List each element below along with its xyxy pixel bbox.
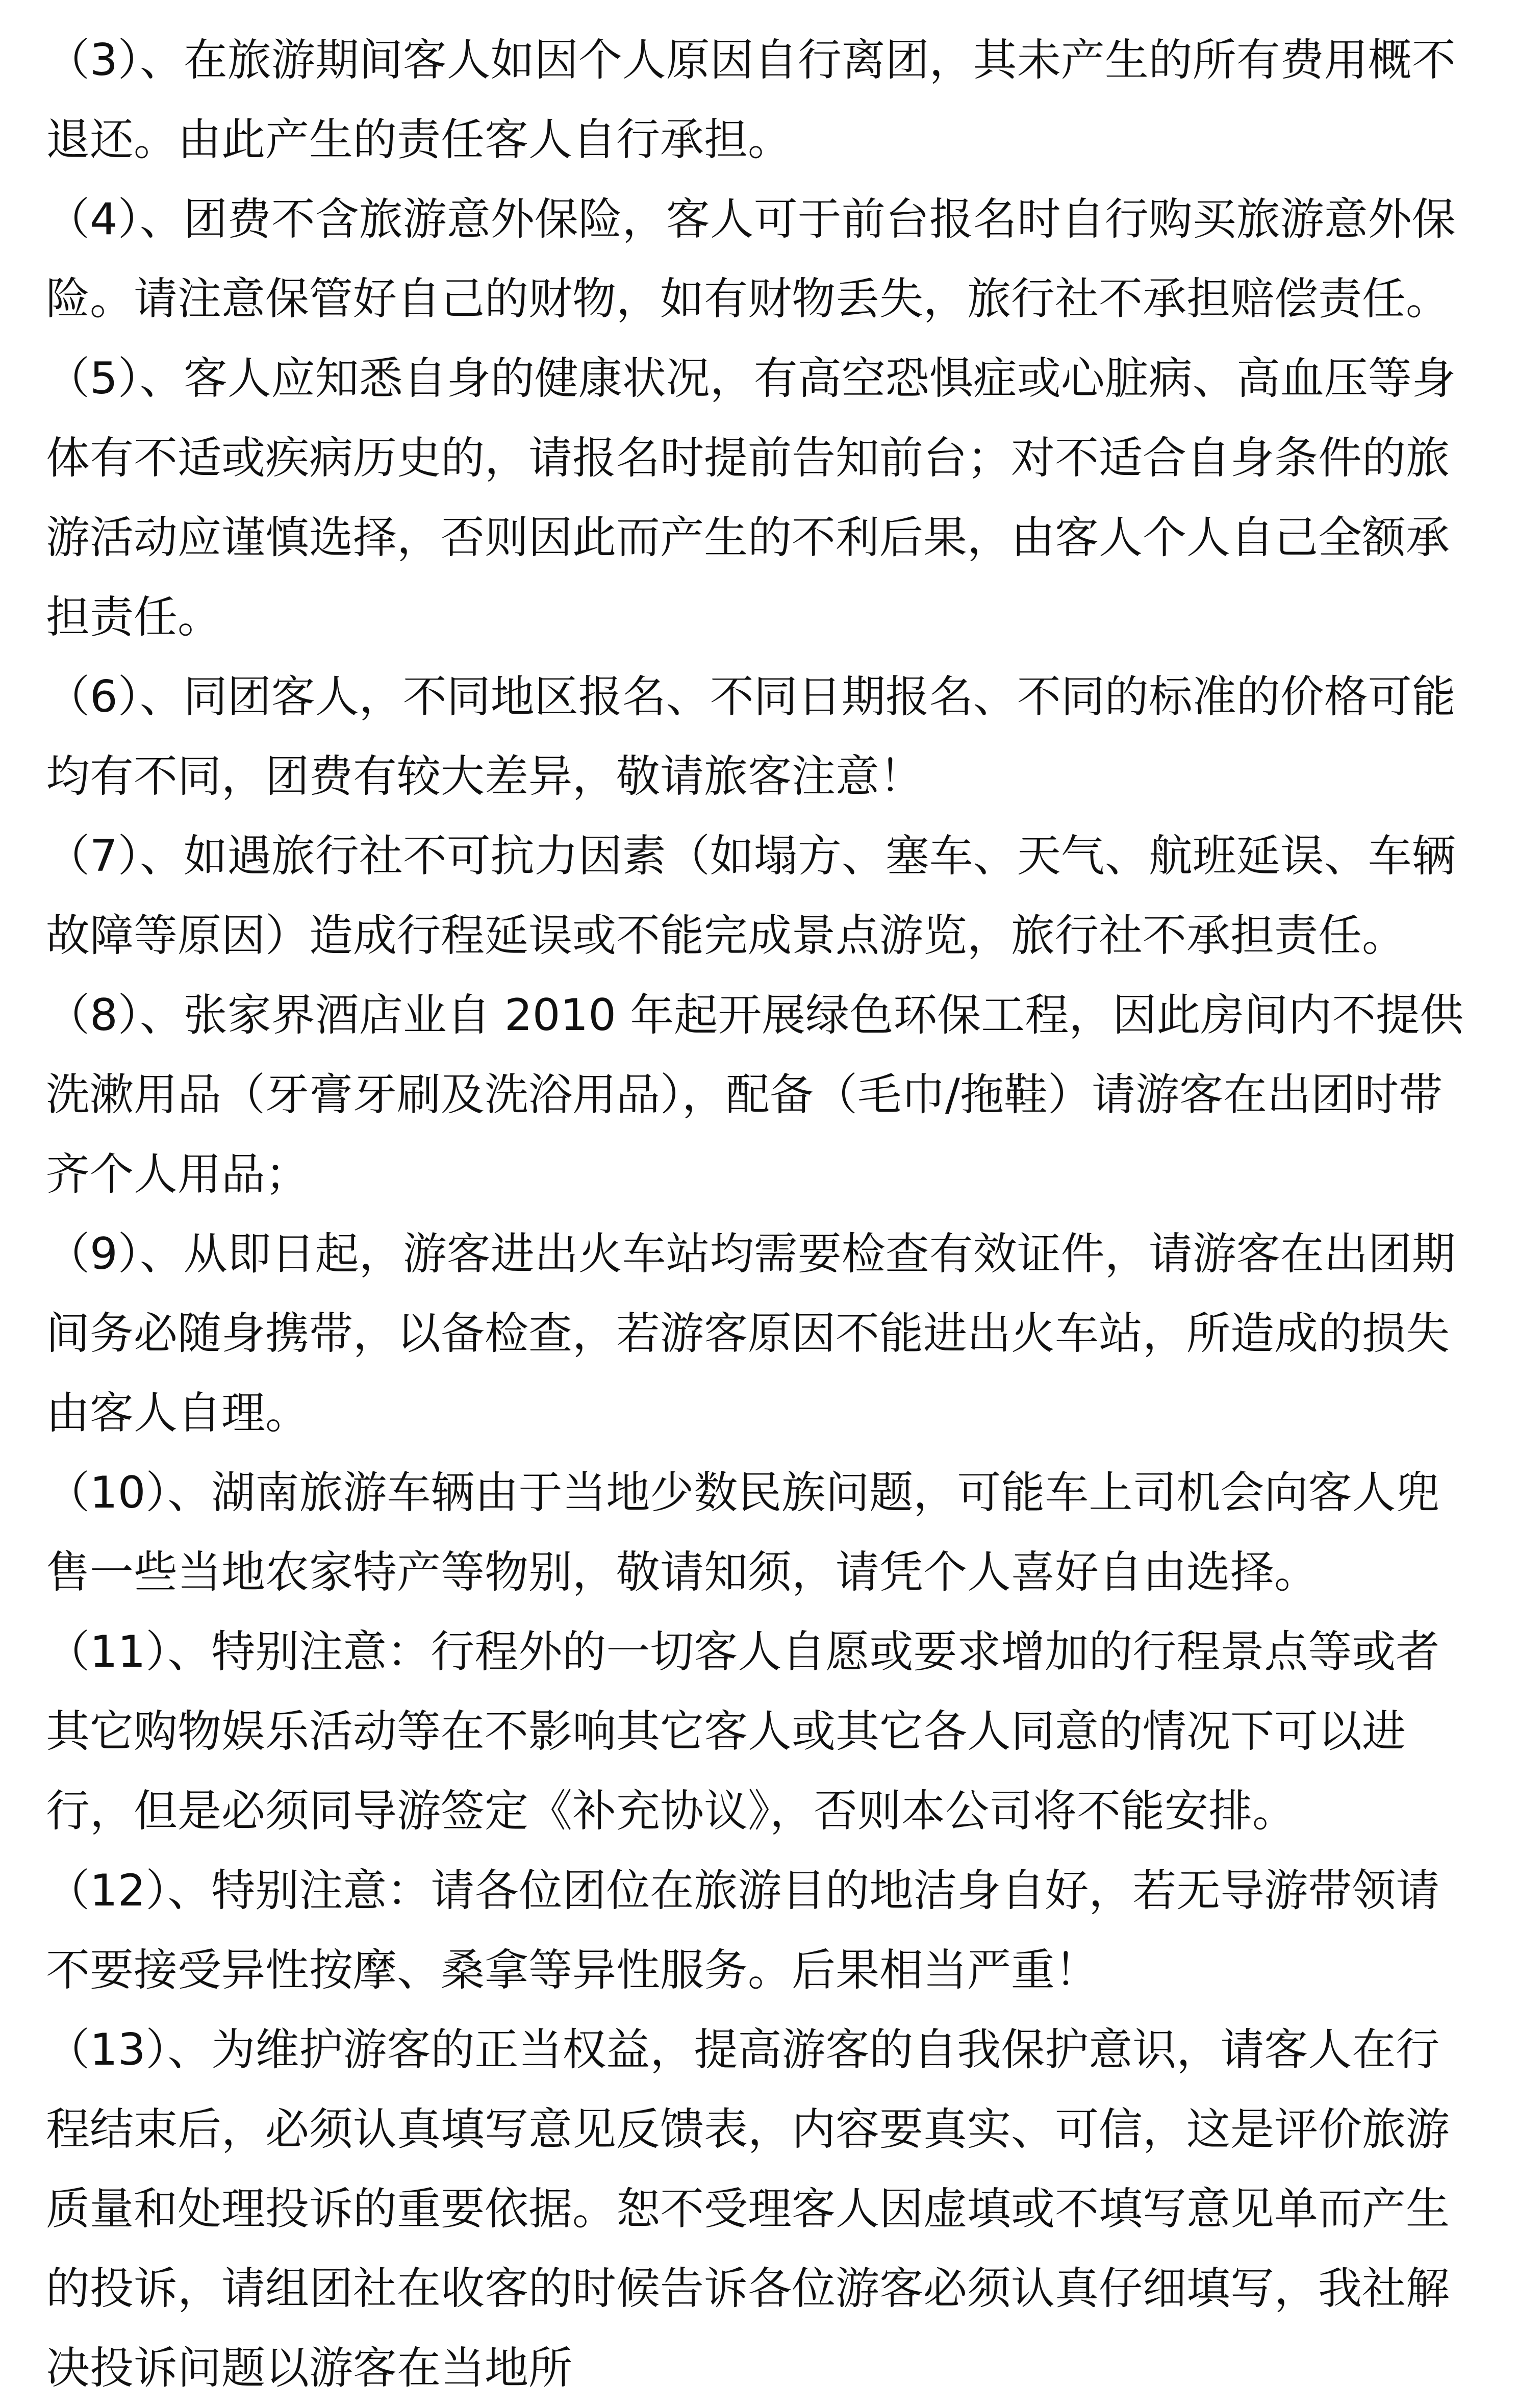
term-item-6-text: （6）、同团客人，不同地区报名、不同日期报名、不同的标准的价格可能均有不同，团费有较大差异，敬请旅客注意！ bbox=[46, 671, 1456, 802]
term-item-13-text: （13）、为维护游客的正当权益，提高游客的自我保护意识，请客人在行程结束后，必须认真填写意见反馈表，内容要真实、可信，这是评价旅游质量和处理投诉的重要依据。恕不受理客人因虚填或不填写意见单而产生的投诉，请组团社在收客的时候告诉各位游客必须认真仔细填写，我社解决投诉问题以游客在当地所 bbox=[46, 2024, 1450, 2394]
term-item-7 bbox=[46, 816, 1472, 975]
term-item-4 bbox=[46, 180, 1472, 339]
term-item-10-text: （10）、湖南旅游车辆由于当地少数民族问题，可能车上司机会向客人兜售一些当地农家特产等物别，敬请知须，请凭个人喜好自由选择。 bbox=[46, 1467, 1440, 1598]
term-item-11 bbox=[46, 1612, 1472, 1851]
term-item-9-text: （9）、从即日起，游客进出火车站均需要检查有效证件，请游客在出团期间务必随身携带，以备检查，若游客原因不能进出火车站，所造成的损失由客人自理。 bbox=[46, 1228, 1456, 1439]
term-item-9 bbox=[46, 1214, 1472, 1453]
term-item-5-text: （5）、客人应知悉自身的健康状况，有高空恐惧症或心脏病、高血压等身体有不适或疾病历史的，请报名时提前告知前台；对不适合自身条件的旅游活动应谨慎选择，否则因此而产生的不利后果，由客人个人自己全额承担责任。 bbox=[46, 353, 1456, 643]
terms-list bbox=[46, 20, 1472, 2408]
term-item-7-text: （7）、如遇旅行社不可抗力因素（如塌方、塞车、天气、航班延误、车辆故障等原因）造成行程延误或不能完成景点游览，旅行社不承担责任。 bbox=[46, 831, 1456, 961]
term-item-3-text: （3）、在旅游期间客人如因个人原因自行离团，其未产生的所有费用概不退还。由此产生的责任客人自行承担。 bbox=[46, 35, 1456, 165]
term-item-5 bbox=[46, 339, 1472, 657]
term-item-6 bbox=[46, 657, 1472, 816]
term-item-8-text: （8）、张家界酒店业自 2010 年起开展绿色环保工程，因此房间内不提供洗漱用品（牙膏牙刷及洗浴用品），配备（毛巾/拖鞋）请游客在出团时带齐个人用品； bbox=[46, 990, 1464, 1200]
term-item-3 bbox=[46, 20, 1472, 180]
term-item-12 bbox=[46, 1851, 1472, 2010]
term-item-12-text: （12）、特别注意：请各位团位在旅游目的地洁身自好，若无导游带领请不要接受异性按摩、桑拿等异性服务。后果相当严重！ bbox=[46, 1865, 1440, 1996]
term-item-4-text: （4）、团费不含旅游意外保险，客人可于前台报名时自行购买旅游意外保险。请注意保管好自己的财物，如有财物丢失，旅行社不承担赔偿责任。 bbox=[46, 194, 1456, 324]
term-item-13 bbox=[46, 2010, 1472, 2408]
term-item-10 bbox=[46, 1453, 1472, 1612]
term-item-8 bbox=[46, 975, 1472, 1214]
term-item-11-text: （11）、特别注意：行程外的一切客人自愿或要求增加的行程景点等或者其它购物娱乐活动等在不影响其它客人或其它各人同意的情况下可以进行，但是必须同导游签定《补充协议》，否则本公司将不能安排。 bbox=[46, 1626, 1440, 1837]
